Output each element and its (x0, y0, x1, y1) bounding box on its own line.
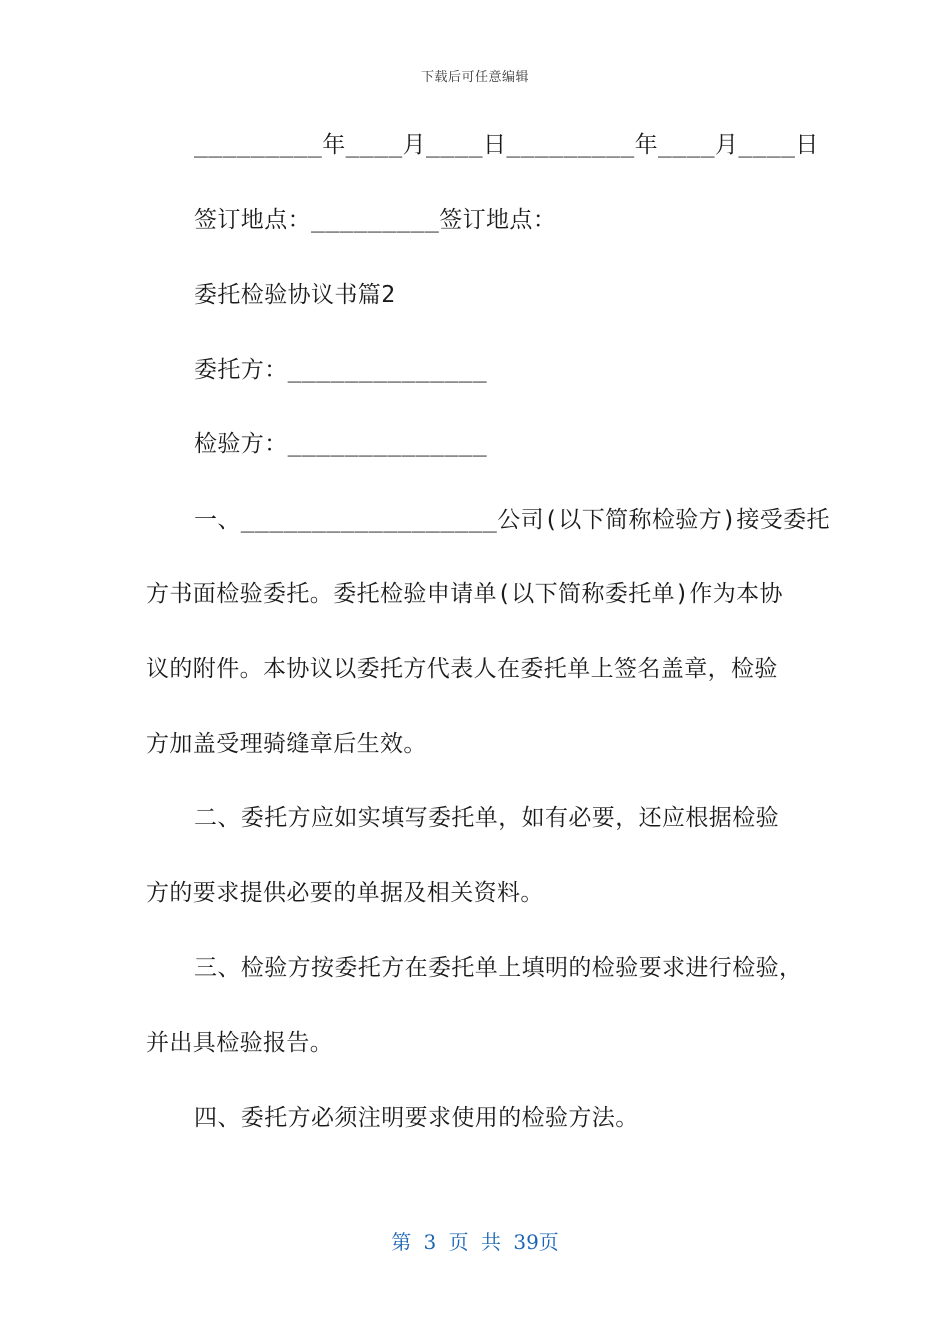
clause-1-line-2: 方书面检验委托。委托检验申请单(以下简称委托单)作为本协 (146, 581, 783, 607)
header-note: 下载后可任意编辑 (420, 70, 529, 85)
section-title: 委托检验协议书篇2 (194, 282, 396, 308)
clause-2-line-2: 方的要求提供必要的单据及相关资料。 (146, 880, 544, 906)
clause-2-line-1: 二、委托方应如实填写委托单，如有必要，还应根据检验 (194, 805, 779, 831)
clause-4-line-1: 四、委托方必须注明要求使用的检验方法。 (194, 1105, 639, 1131)
clause-1-line-4: 方加盖受理骑缝章后生效。 (146, 731, 427, 757)
clause-1-line-3: 议的附件。本协议以委托方代表人在委托单上签名盖章，检验 (146, 656, 778, 682)
clause-3-line-2: 并出具检验报告。 (146, 1030, 334, 1056)
signing-place-line: 签订地点：_________签订地点： (194, 207, 557, 233)
date-blanks-line: _________年____月____日_________年____月____日 (194, 132, 819, 158)
inspector-line: 检验方：______________ (194, 431, 488, 457)
clause-3-line-1: 三、检验方按委托方在委托单上填明的检验要求进行检验， (194, 955, 803, 981)
client-line: 委托方：______________ (194, 357, 488, 383)
clause-1-line-1: 一、__________________公司(以下简称检验方)接受委托 (194, 507, 830, 533)
page-number: 第 3 页 共 39页 (391, 1230, 559, 1254)
